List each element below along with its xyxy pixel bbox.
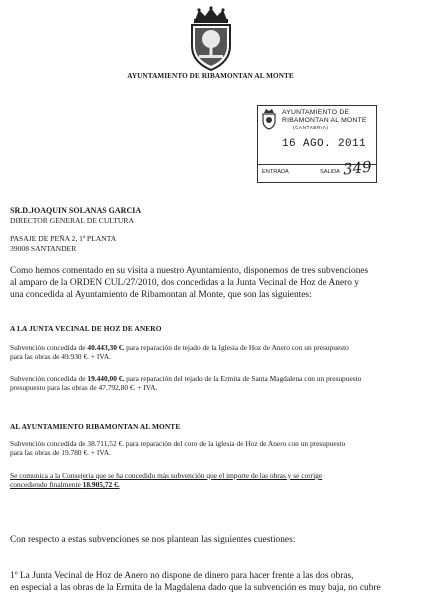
question-1-line-1: 1º La Junta Vecinal de Hoz de Anero no dispone de dinero para hacer frente a las dos obras, — [10, 571, 354, 581]
ayto-note-line-2: concediendo finalmente 18.905,72 €. — [10, 480, 120, 489]
ayto-item-line-1: Subvención concedida de 38.711,52 €. para reparación del coro de la iglesia de Hoz de Anero con un presupuesto — [10, 439, 346, 448]
questions-intro: Con respecto a estas subvenciones se nos plantean las siguientes cuestiones: — [10, 535, 296, 545]
registry-stamp — [257, 105, 377, 183]
ayto-note-amount: 18.905,72 €. — [82, 480, 120, 489]
intro-line-3: una concedida al Ayuntamiento de Ribamontan al Monte, que son las siguientes: — [10, 290, 312, 300]
stamp-entrada-label: ENTRADA — [262, 169, 289, 175]
stamp-line-3: (CANTABRIA) — [293, 125, 329, 130]
stamp-salida-label: SALIDA — [320, 169, 340, 175]
stamp-registry-number: 349 — [342, 157, 373, 179]
section-ayto-heading: AL AYUNTAMIENTO RIBAMONTAN AL MONTE — [10, 422, 181, 431]
question-1-line-2: en especial a las obras de la Ermita de la Magdalena dado que la subvención es muy baja, no cubre — [10, 583, 381, 593]
organization-name: AYUNTAMIENTO DE RIBAMONTAN AL MONTE — [127, 72, 294, 80]
intro-line-2: al amparo de la ORDEN CUL/27/2010, dos concedidas a la Junta Vecinal de Hoz de Anero y — [10, 278, 359, 288]
junta-item-2-amount: 19.440,00 €. — [87, 374, 125, 383]
stamp-line-2: RIBAMONTAN AL MONTE — [282, 117, 367, 124]
section-junta-heading: A LA JUNTA VECINAL DE HOZ DE ANERO — [10, 324, 162, 333]
recipient-name: SR.D.JOAQUIN SOLANAS GARCIA — [10, 206, 142, 215]
junta-item-2-line-2: presupuesto para las obras de 47.792,80 €. + IVA. — [10, 383, 158, 392]
ayto-item-line-2: para las obras de 19.780 €. + IVA. — [10, 448, 111, 457]
stamp-line-1: AYUNTAMIENTO DE — [282, 109, 350, 116]
recipient-title: DIRECTOR GENERAL DE CULTURA — [10, 216, 134, 225]
junta-item-1: Subvención concedida de 40.443,30 €. para reparación de tejado de la Iglesia de Hoz de Anero con un presupuesto — [10, 343, 349, 352]
ayto-note-line-1: Se comunica a la Consejeria que se ha concedido más subvención que el importe de las obras y se corrige — [10, 471, 323, 480]
junta-item-1-amount: 40.443,30 €. — [87, 343, 125, 352]
stamp-date: 16 AGO. 2011 — [282, 138, 367, 150]
recipient-address-line-1: PASAJE DE PEÑA 2, 1ª PLANTA — [10, 234, 117, 243]
junta-item-2: Subvención concedida de 19.440,00 €. para reparación del tejado de la Ermita de Santa Magdalena con un presupuesto — [10, 374, 362, 383]
municipal-crest-logo — [183, 6, 239, 72]
recipient-address-line-2: 39008 SANTANDER — [10, 244, 77, 253]
junta-item-1-line-2: para las obras de 49.930 €. + IVA. — [10, 352, 111, 361]
stamp-emblem-icon — [261, 108, 277, 130]
intro-line-1: Como hemos comentado en su visita a nuestro Ayuntamiento, disponemos de tres subvenciones — [10, 266, 369, 276]
